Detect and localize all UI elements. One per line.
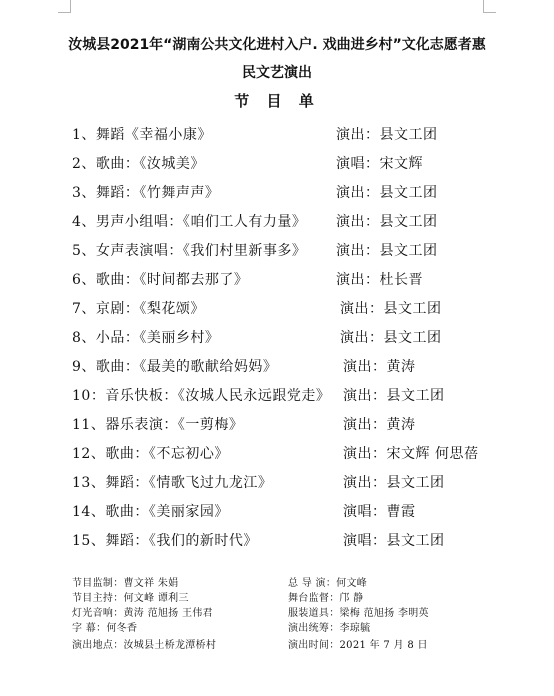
program-title: 2、歌曲：《汝城美》 xyxy=(72,156,205,172)
program-title: 10：音乐快板：《汝城人民永远跟党走》 xyxy=(72,388,331,404)
program-row xyxy=(0,124,554,144)
program-performer: 演出：县文工团 xyxy=(336,243,438,259)
program-title: 8、小品：《美丽乡村》 xyxy=(72,330,220,346)
program-performer: 演唱：县文工团 xyxy=(343,533,445,549)
program-title: 11、器乐表演：《一剪梅》 xyxy=(72,417,244,433)
program-list xyxy=(0,112,554,572)
program-performer: 演出：杜长晋 xyxy=(336,272,423,288)
program-row xyxy=(0,501,554,521)
program-performer: 演出：县文工团 xyxy=(336,185,438,201)
credit-director: 总 导 演：何文峰 xyxy=(288,578,368,589)
page-corner-mark-left xyxy=(58,0,71,13)
credit-stage-manager: 舞台监督：邝 静 xyxy=(288,593,364,604)
program-heading: 节 目 单 xyxy=(234,92,320,110)
program-performer: 演出：县文工团 xyxy=(343,475,445,491)
program-title: 6、歌曲：《时间都去那了》 xyxy=(72,272,249,288)
program-performer: 演出：县文工团 xyxy=(340,301,442,317)
credit-lighting-sound: 灯光音响：黄涛 范旭扬 王伟君 xyxy=(72,608,213,619)
program-row xyxy=(0,385,554,405)
document-title-line-2: 民文艺演出 xyxy=(242,65,312,81)
program-title: 1、舞蹈《幸福小康》 xyxy=(72,127,212,143)
program-title: 12、歌曲：《不忘初心》 xyxy=(72,446,229,462)
credit-venue: 演出地点：汝城县土桥龙潭桥村 xyxy=(72,640,217,651)
program-title: 13、舞蹈：《情歌飞过九龙江》 xyxy=(72,475,273,491)
program-performer: 演唱：曹霞 xyxy=(343,504,416,520)
program-row xyxy=(0,414,554,434)
program-performer: 演出：黄涛 xyxy=(343,417,416,433)
program-performer: 演出：县文工团 xyxy=(343,388,445,404)
document-title-line-1: 汝城县2021年“湖南公共文化进村入户. 戏曲进乡村”文化志愿者惠 xyxy=(68,37,486,53)
program-row xyxy=(0,182,554,202)
credit-producer: 节目监制：曹文祥 朱娟 xyxy=(72,578,179,589)
program-row xyxy=(0,443,554,463)
program-performer: 演出：县文工团 xyxy=(336,214,438,230)
program-row xyxy=(0,211,554,231)
program-row xyxy=(0,153,554,173)
credit-costume-props: 服装道具：梁梅 范旭扬 李明英 xyxy=(288,608,429,619)
program-row xyxy=(0,240,554,260)
program-title: 15、舞蹈：《我们的新时代》 xyxy=(72,533,258,549)
credit-date: 演出时间：2021 年 7 月 8 日 xyxy=(288,640,428,651)
program-title: 3、舞蹈：《竹舞声声》 xyxy=(72,185,220,201)
program-row xyxy=(0,472,554,492)
program-title: 4、男声小组唱：《咱们工人有力量》 xyxy=(72,214,307,230)
program-title: 9、歌曲：《最美的歌献给妈妈》 xyxy=(72,359,278,375)
program-row xyxy=(0,298,554,318)
program-row xyxy=(0,269,554,289)
program-row xyxy=(0,356,554,376)
program-title: 7、京剧：《梨花颂》 xyxy=(72,301,205,317)
program-performer: 演出：黄涛 xyxy=(343,359,416,375)
program-row xyxy=(0,327,554,347)
credit-host: 节目主持：何文峰 谭利三 xyxy=(72,593,189,604)
credit-subtitles: 字 幕：何冬香 xyxy=(72,623,138,634)
program-title: 5、女声表演唱：《我们村里新事多》 xyxy=(72,243,307,259)
program-row xyxy=(0,530,554,550)
program-title: 14、歌曲：《美丽家园》 xyxy=(72,504,229,520)
program-performer: 演出：宋文辉 何思蓓 xyxy=(343,446,479,462)
credit-coordinator: 演出统筹：李琼毓 xyxy=(288,623,371,634)
page-corner-mark-right xyxy=(483,0,496,13)
program-performer: 演出：县文工团 xyxy=(336,127,438,143)
program-performer: 演出：县文工团 xyxy=(340,330,442,346)
program-performer: 演唱：宋文辉 xyxy=(336,156,423,172)
